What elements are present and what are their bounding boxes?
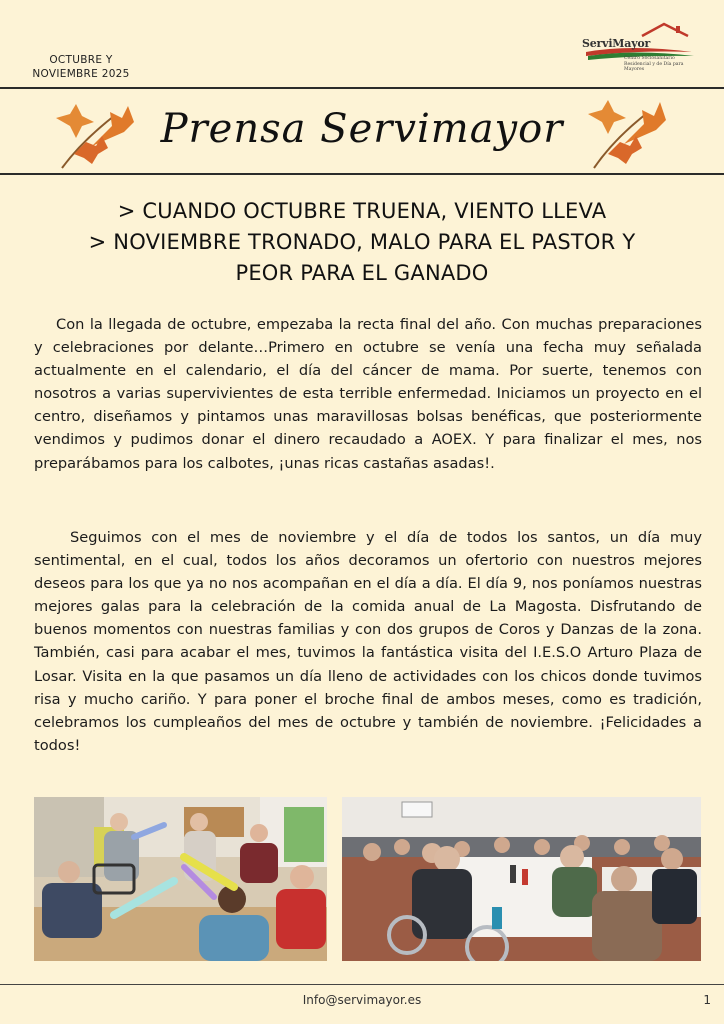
photo-magosta-lunch: [342, 797, 701, 961]
logo-name: ServiMayor: [582, 37, 651, 50]
footer-email[interactable]: Info@servimayor.es: [302, 993, 422, 1007]
paragraph-november: Seguimos con el mes de noviembre y el día de todos los santos, un día muy sentimental, en el cual, todos los años decoramos un ofertorio con nuestros mejores deseos para los que ya no nos acompañan en el día a día. El día 9, nos poníamos nuestras mejores galas para la celebración de la comida anual de La Magosta. Disfrutando de buenos momentos con nuestras familias y con dos grupos de Coros y Danzas de la zona. También, casi para acabar el mes, tuvimos la fantástica visita del I.E.S.O Arturo Plaza de Losar. Visita en la que pasamos un día lleno de actividades con los chicos donde tuvimos risa y mucho cariño. Y para poner el broche final de ambos meses, como es tradición, celebramos los cumpleaños del mes de octubre y también de noviembre. ¡Felicidades a todos!: [34, 529, 702, 754]
logo-subtitle: Centro Sociosanitario Residencial y de Día para Mayores: [624, 56, 684, 72]
headline-line3: PEOR PARA EL GANADO: [235, 261, 489, 285]
servimayor-logo: [580, 22, 698, 70]
title-band-bottom-rule: [0, 173, 724, 175]
headline-line2: > NOVIEMBRE TRONADO, MALO PARA EL PASTOR Y: [88, 230, 636, 254]
issue-date-line1: OCTUBRE Y: [49, 54, 113, 66]
footer-rule: [0, 984, 724, 985]
paragraph-october: Con la llegada de octubre, empezaba la recta final del año. Con muchas preparaciones y celebraciones por delante…Primero en octubre se venía una fecha muy señalada actualmente en el calendario, el día del cáncer de mama. Por suerte, tenemos con nosotros a varias supervivientes de esta terrible enfermedad. Iniciamos un proyecto en el centro, diseñamos y pintamos unas maravillosas bolsas benéficas, que posteriormente vendimos y pudimos donar el dinero recaudado a AOEX. Y para finalizar el mes, nos preparábamos para los calbotes, ¡unas ricas castañas asadas!.: [34, 316, 702, 472]
issue-date-line2: NOVIEMBRE 2025: [32, 68, 130, 80]
page-number: 1: [703, 993, 711, 1007]
photo-activity-session: [34, 797, 327, 961]
headline: [30, 196, 694, 289]
title-band-top-rule: [0, 87, 724, 89]
issue-date: [26, 53, 136, 81]
headline-line1: > CUANDO OCTUBRE TRUENA, VIENTO LLEVA: [117, 199, 607, 223]
newsletter-title: Prensa Servimayor: [160, 106, 564, 152]
